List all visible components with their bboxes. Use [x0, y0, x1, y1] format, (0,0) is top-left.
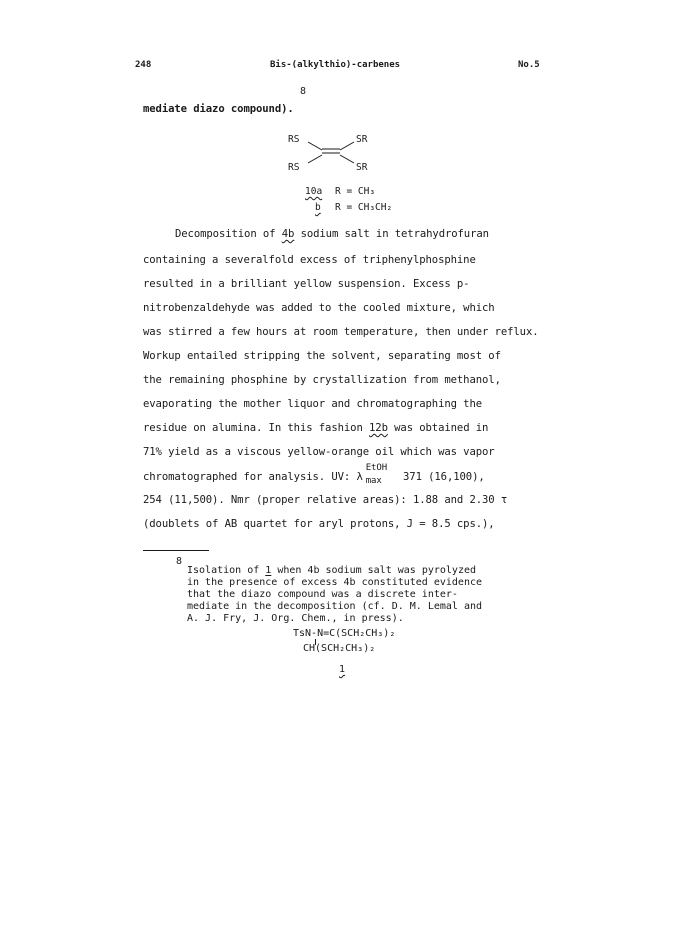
lambda-subscript: max: [365, 476, 382, 486]
paragraph-line-11: chromatographed for analysis. UV: λ EtOH max 371 (16,100),: [143, 463, 485, 486]
compound-10a-label: 10a: [305, 186, 323, 197]
page-number: 248: [135, 60, 152, 70]
footnote-line-2: in the presence of excess 4b constituted evidence: [187, 577, 483, 588]
structure-1-label: 1: [339, 664, 346, 675]
structure-1-line-2: CH(SCH₂CH₃)₂: [303, 643, 376, 654]
struct-top-left: RS: [288, 134, 300, 145]
struct-bottom-left: RS: [288, 162, 300, 173]
footnote-8-marker: 8: [176, 556, 183, 567]
footnote-line-3: that the diazo compound was a discrete inter-: [187, 589, 458, 600]
issue-number: No.5: [518, 60, 540, 70]
paragraph-line-7: the remaining phosphine by crystallization from methanol,: [143, 374, 501, 386]
struct-bottom-right: SR: [356, 162, 368, 173]
ref-12b: 12b: [369, 422, 388, 434]
paragraph-line-8: evaporating the mother liquor and chromatographing the: [143, 398, 483, 410]
footnote-marker: 8: [300, 86, 306, 97]
paragraph-line-5: was stirred a few hours at room temperature, then under reflux.: [143, 326, 539, 338]
compound-10b-formula: R = CH₃CH₂: [335, 202, 393, 213]
compound-10a-formula: R = CH₃: [335, 186, 376, 197]
footnote-line-4: mediate in the decomposition (cf. D. M. Lemal and: [187, 601, 483, 612]
paragraph-line-4: nitrobenzaldehyde was added to the cooled mixture, which: [143, 302, 495, 314]
paragraph-line-13: (doublets of AB quartet for aryl protons, J = 8.5 cps.),: [143, 518, 495, 530]
paragraph-line-10: 71% yield as a viscous yellow-orange oil which was vapor: [143, 446, 495, 458]
uv-lambda-scripts: [363, 463, 397, 486]
struct-top-right: SR: [356, 134, 368, 145]
intro-line: mediate diazo compound).: [143, 103, 294, 115]
ref-1: 1: [265, 565, 272, 576]
footnote-line-5: A. J. Fry, J. Org. Chem., in press).: [187, 613, 404, 624]
running-title: Bis-(alkylthio)-carbenes: [270, 60, 401, 70]
lambda-superscript: EtOH: [365, 463, 388, 473]
footnote-rule: [143, 550, 209, 551]
structure-1-line-1: TsN-N=C(SCH₂CH₃)₂: [293, 628, 396, 639]
paragraph-line-12: 254 (11,500). Nmr (proper relative areas): 1.88 and 2.30 τ: [143, 494, 508, 506]
compound-10b-label: b: [315, 202, 321, 213]
footnote-line-1: Isolation of 1 when 4b sodium salt was pyrolyzed: [187, 565, 477, 576]
paragraph-line-6: Workup entailed stripping the solvent, separating most of: [143, 350, 501, 362]
paragraph-line-9: residue on alumina. In this fashion 12b was obtained in: [143, 422, 489, 434]
ref-4b: 4b: [281, 228, 295, 240]
paragraph-line-2: containing a severalfold excess of triphenylphosphine: [143, 254, 476, 266]
paragraph-line-1: Decomposition of 4b sodium salt in tetrahydrofuran: [175, 228, 489, 240]
paragraph-line-3: resulted in a brilliant yellow suspension. Excess p-: [143, 278, 470, 290]
